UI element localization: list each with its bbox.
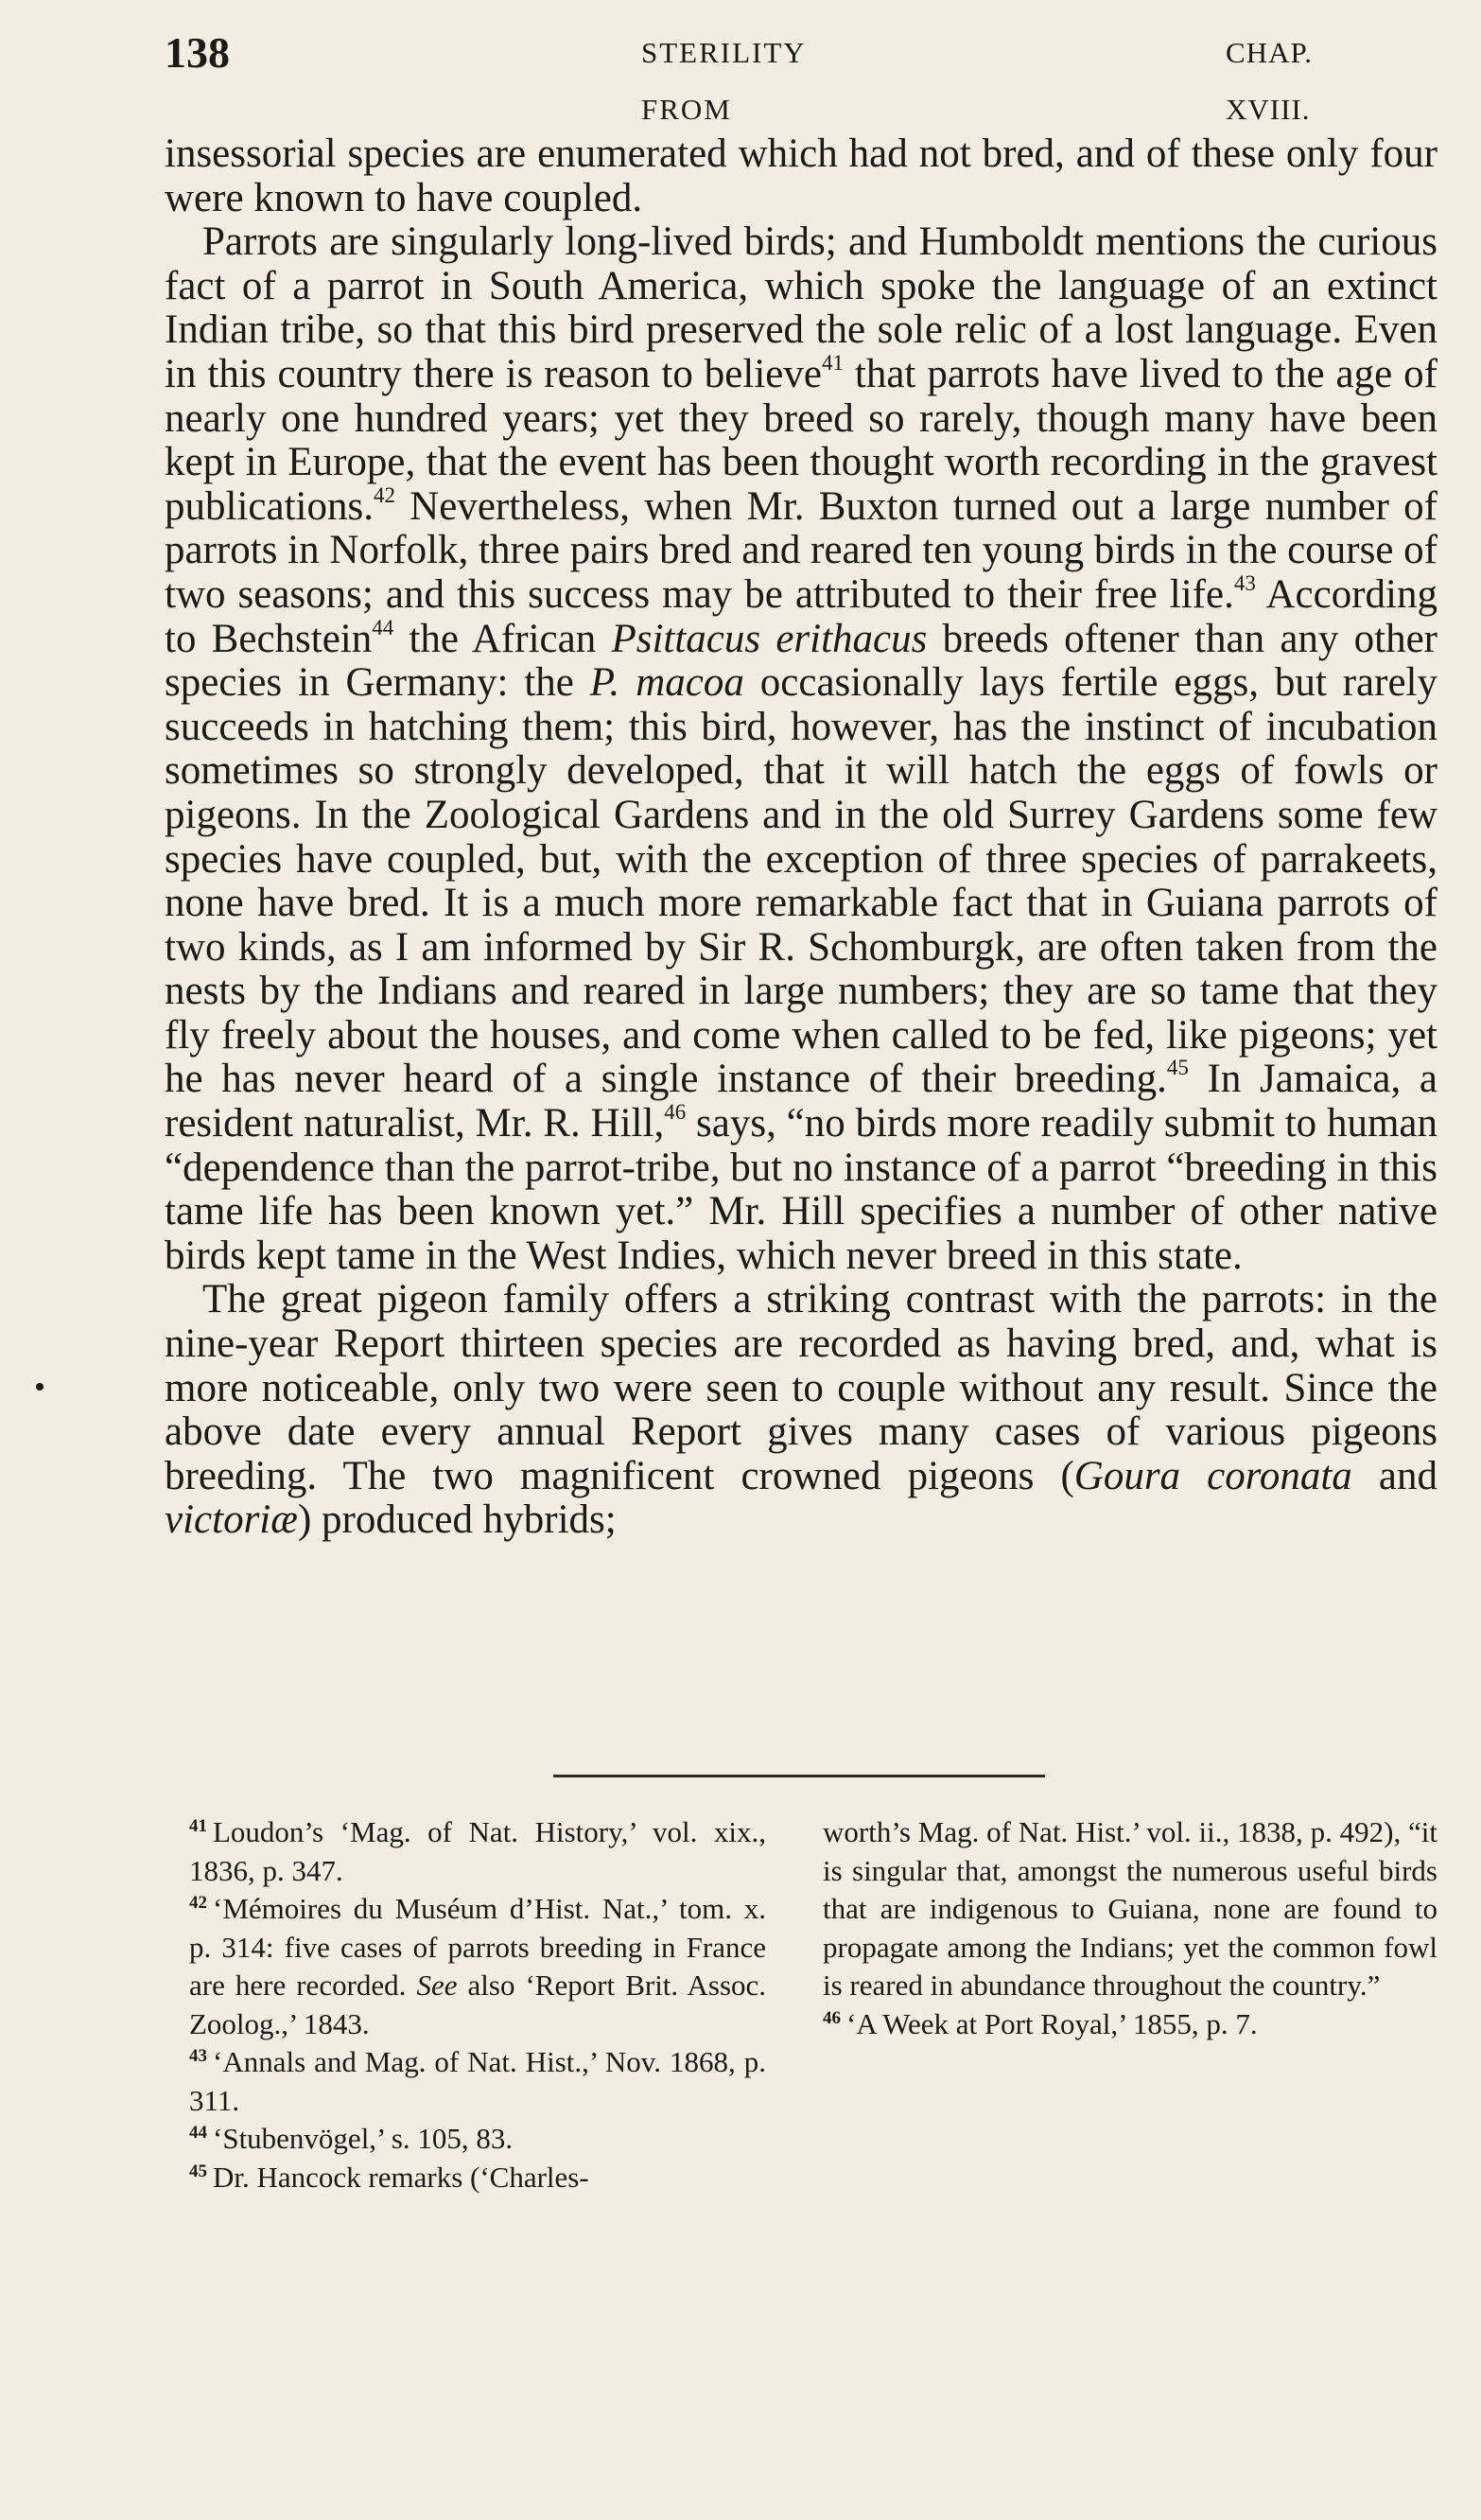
paragraph-3: The great pigeon family offers a striking contrast with the parrots: in the nine-year Report thirteen species are recorded as having bred, and, what is more noticeable, only two were seen to couple without any result. Since the above date every annual Report gives many cases of various pigeons breeding. The two magnificent crowned pigeons (Goura coronata and victoriæ) produced hybrids; [165, 1277, 1437, 1543]
footnote-ref-41[interactable]: 41 [821, 350, 844, 375]
footnote-ref-42[interactable]: 42 [373, 482, 395, 507]
footnotes-right-column [823, 1813, 1437, 2043]
footnote-ref-45[interactable]: 45 [1166, 1056, 1189, 1080]
main-text [165, 132, 1437, 1543]
footnote-42: $^{42}$ ‘Mémoires du Muséum d’Hist. Nat.,’ tom. x. p. 314: five cases of parrots breeding in France are here recorded. See also ‘Report Brit. Assoc. Zoolog.,’ 1843. [189, 1892, 767, 2040]
footnote-43: $^{43}$ ‘Annals and Mag. of Nat. Hist.,’ Nov. 1868, p. 311. [189, 2045, 766, 2117]
footnote-ref-46[interactable]: 46 [664, 1100, 687, 1125]
footnote-46: $^{46}$ ‘A Week at Port Royal,’ 1855, p. 7. [823, 2006, 1258, 2040]
footnote-45-continued: worth’s Mag. of Nat. Hist.’ vol. ii., 1838, p. 492), “it is singular that, amongst the numerous useful birds that are indigenous to Guiana, none are found to propagate among the Indians; yet the common fowl is reared in abundance throughout the country.” [823, 1815, 1437, 2002]
footnote-ref-44[interactable]: 44 [372, 615, 394, 639]
footnotes-left-column [189, 1813, 766, 2196]
margin-mark [36, 1383, 44, 1391]
paragraph-2: Parrots are singularly long-lived birds; and Humboldt mentions the curious fact of a parrot in South America, which spoke the language of an extinct Indian tribe, so that this bird preserved the sole relic of a lost language. Even in this country there is reason to believe$^{41}$ that parrots have lived to the age of nearly one hundred years; yet they breed so rarely, though many have been kept in Europe, that the event has been thought worth recording in the gravest publications.$^{42}$ Nevertheless, when Mr. Buxton turned out a large number of parrots in Norfolk, three pairs bred and reared ten young birds in the course of two seasons; and this success may be attributed to their free life.$^{43}$ According to Bechstein$^{44}$ the African Psittacus erithacus breeds oftener than any other species in Germany: the P. macoa occasionally lays fertile eggs, but rarely succeeds in hatching them; this bird, however, has the instinct of incubation sometimes so strongly developed, that it will hatch the eggs of fowls or pigeons. In the Zoological Gardens and in the old Surrey Gardens some few species have coupled, but, with the exception of three species of parrakeets, none have bred. It is a much more remarkable fact that in Guiana parrots of two kinds, as I am informed by Sir R. Schomburgk, are often taken from the nests by the Indians and reared in large numbers; they are so tame that they fly freely about the houses, and come when called to be fed, like pigeons; yet he has never heard of a single instance of their breeding.$^{45}$ In Jamaica, a resident naturalist, Mr. R. Hill,$^{46}$ says, “no birds more readily submit to human “dependence than the parrot-tribe, but no instance of a parrot “breeding in this tame life has been known yet.” Mr. Hill specifies a number of other native birds kept tame in the West Indies, which never breed in this state. [165, 219, 1438, 1278]
footnote-41: $^{41}$ Loudon’s ‘Mag. of Nat. History,’ vol. xix., 1836, p. 347. [189, 1815, 766, 1887]
footnote-ref-43[interactable]: 43 [1233, 570, 1256, 595]
species-name: Psittacus erithacus [611, 616, 928, 661]
species-name: P. macoa [589, 660, 744, 706]
paragraph-1: insessorial species are enumerated which had not bred, and of these only four were known to have coupled. [165, 131, 1437, 220]
footnote-divider [553, 1775, 1045, 1777]
footnote-44: $^{44}$ ‘Stubenvögel,’ s. 105, 83. [189, 2122, 514, 2155]
footnote-45: $^{45}$ Dr. Hancock remarks (‘Charles- [189, 2160, 589, 2194]
species-name: victoriæ [165, 1497, 298, 1543]
chapter-label: CHAP. XVIII. [1226, 36, 1314, 126]
species-name: Goura coronata [1073, 1453, 1352, 1498]
page-number: 138 [165, 28, 230, 77]
running-title: STERILITY FROM [641, 36, 806, 126]
